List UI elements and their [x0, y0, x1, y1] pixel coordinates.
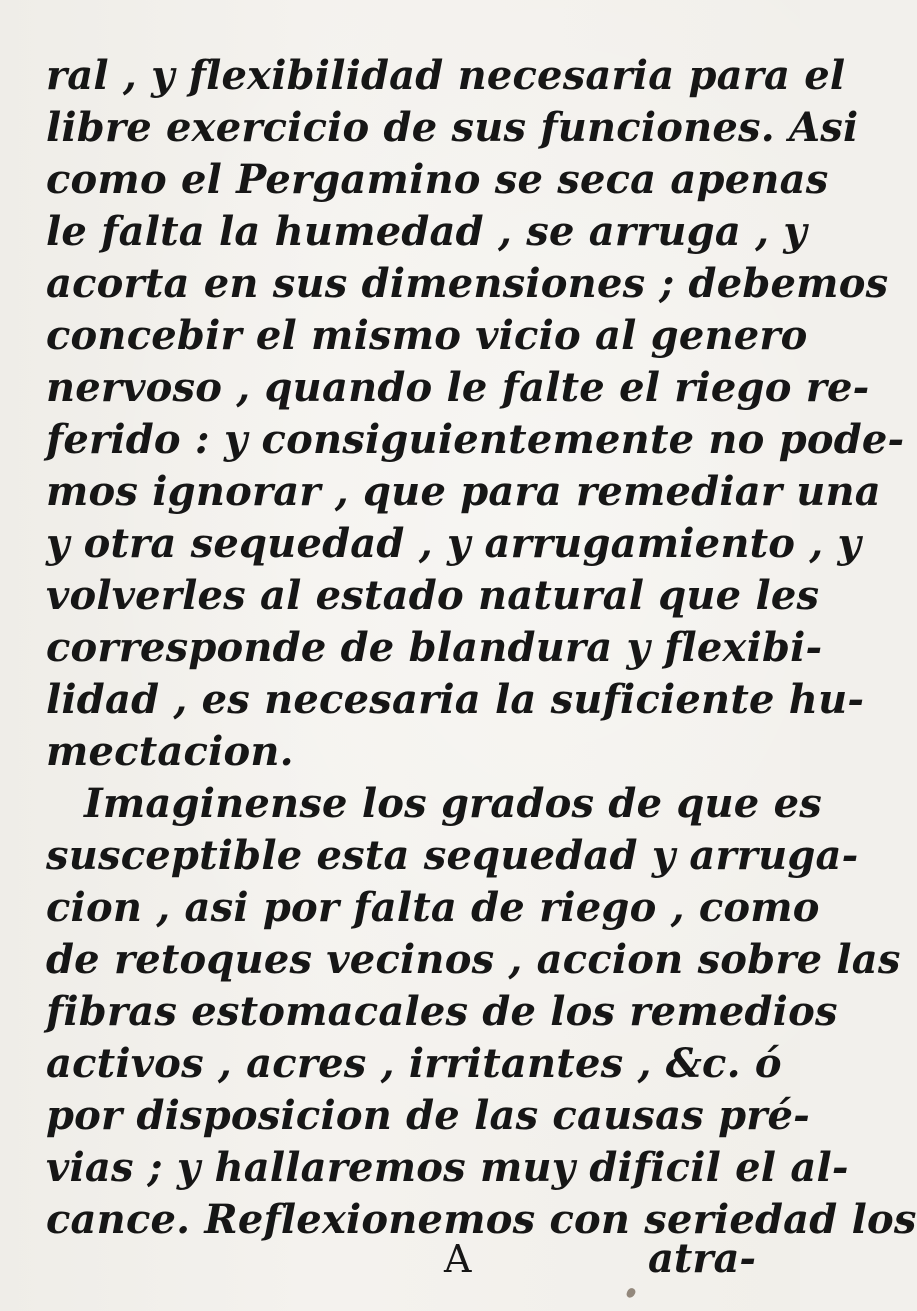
ink-speck	[626, 1287, 637, 1299]
text-line-13: lidad , es necesaria la suficiente hu-	[46, 676, 865, 723]
text-line-1: ral , y flexibilidad necesaria para el	[46, 52, 846, 99]
text-line-2: libre exercicio de sus funciones. Asi	[46, 104, 859, 151]
text-line-11: volverles al estado natural que les	[46, 572, 820, 619]
text-line-21: por disposicion de las causas pré-	[46, 1092, 810, 1139]
text-line-6: concebir el mismo vicio al genero	[46, 312, 808, 359]
text-line-3: como el Pergamino se seca apenas	[46, 156, 829, 203]
text-line-22: vias ; y hallaremos muy dificil el al-	[46, 1144, 849, 1191]
text-line-12: corresponde de blandura y flexibi-	[46, 624, 823, 671]
text-line-10: y otra sequedad , y arrugamiento , y	[46, 520, 861, 567]
text-line-19: fibras estomacales de los remedios	[46, 988, 838, 1035]
text-line-23: cance. Reflexionemos con seriedad los	[46, 1196, 917, 1243]
signature-mark: A	[444, 1237, 472, 1281]
page-footer	[0, 1231, 800, 1287]
text-line-9: mos ignorar , que para remediar una	[46, 468, 881, 515]
text-line-8: ferido : y consiguientemente no pode-	[46, 416, 905, 463]
catchword: atra-	[648, 1235, 756, 1282]
text-line-4: le falta la humedad , se arruga , y	[46, 208, 807, 255]
text-line-15: Imaginense los grados de que es	[84, 780, 822, 827]
text-line-14: mectacion.	[46, 728, 294, 775]
text-line-20: activos , acres , irritantes , &c. ó	[46, 1040, 782, 1087]
text-line-5: acorta en sus dimensiones ; debemos	[46, 260, 889, 307]
text-line-7: nervoso , quando le falte el riego re-	[46, 364, 870, 411]
text-line-16: susceptible esta sequedad y arruga-	[46, 832, 859, 879]
text-line-18: de retoques vecinos , accion sobre las	[46, 936, 901, 983]
text-line-17: cion , asi por falta de riego , como	[46, 884, 820, 931]
